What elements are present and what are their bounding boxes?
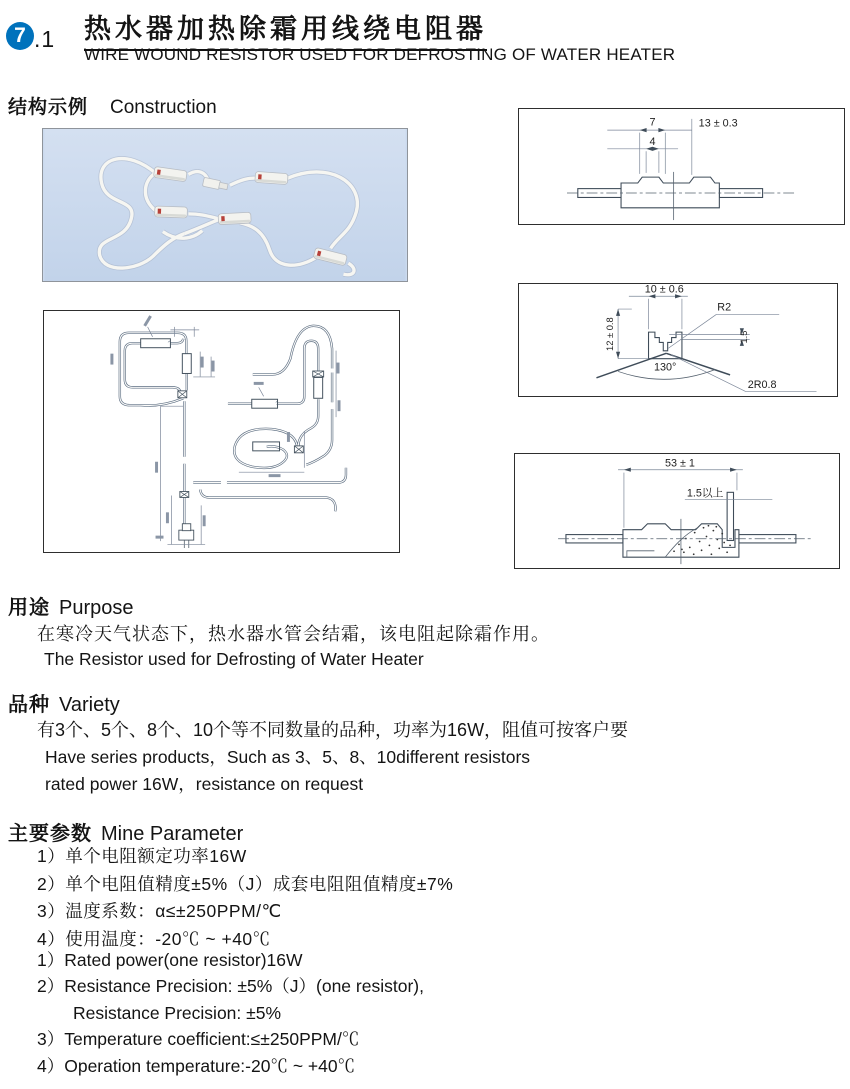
dimension-labels-3 — [665, 457, 724, 499]
pin-note: 1.5以上 — [686, 487, 724, 500]
variety-body-zh: 有3个、5个、8个、10个等不同数量的品种，功率为16W，阻值可按客户要 — [37, 720, 629, 740]
parameters-list-zh — [37, 843, 453, 953]
dim-width: 10 ± 0.6 — [644, 284, 684, 296]
construction-heading — [8, 92, 217, 119]
harness-resistors — [141, 339, 323, 451]
parameters-heading-zh: 主要参数 — [8, 823, 92, 845]
section-number: 7 — [14, 24, 26, 47]
dim-4: 4 — [649, 135, 656, 148]
dim-13: 13 ± 0.3 — [698, 117, 738, 130]
dim-groove: 1.5 — [738, 330, 749, 344]
page-title-en: WIRE WOUND RESISTOR USED FOR DEFROSTING OF WATER HEATER — [84, 45, 676, 64]
dimension-labels-1 — [649, 117, 737, 148]
purpose-body-zh: 在寒冷天气状态下，热水器水管会结霜，该电阻起除霜作用。 — [37, 624, 550, 644]
parameters-heading — [8, 817, 243, 846]
dim-2r08: 2R0.8 — [747, 379, 777, 392]
section-number-badge — [6, 22, 34, 50]
param-en-item: 2）Resistance Precision: ±5%（J）(one resistor), — [37, 976, 424, 997]
page-title-zh: 热水器加热除霜用线绕电阻器 — [84, 7, 487, 51]
product-photo — [42, 128, 408, 282]
param-en-item: 3）Temperature coefficient:≤±250PPM/℃ — [37, 1029, 360, 1050]
channel-profile — [649, 332, 682, 359]
harness-layout-svg — [44, 311, 399, 552]
dim-7: 7 — [649, 116, 656, 129]
dim-angle: 130° — [654, 361, 677, 374]
variety-heading-en: Variety — [59, 694, 120, 716]
dimension-drawing-2-svg — [519, 284, 837, 396]
resistor-side-profile — [578, 177, 763, 208]
construction-heading-zh: 结构示例 — [8, 97, 89, 118]
param-en-item: 1）Rated power(one resistor)16W — [37, 950, 303, 970]
dimension-drawing-side-view — [518, 108, 845, 225]
parameters-heading-en: Mine Parameter — [101, 823, 244, 845]
harness-layout-drawing — [43, 310, 400, 553]
product-photo-image — [43, 129, 407, 281]
dimension-drawing-cross-section — [518, 283, 838, 397]
variety-body-en1: Have series products，Such as 3、5、8、10different resistors — [45, 747, 531, 767]
dimension-drawing-assembly — [514, 453, 840, 569]
section-number-suffix: .1 — [34, 26, 56, 52]
dim-height: 12 ± 0.8 — [605, 317, 616, 351]
construction-heading-en: Construction — [110, 97, 217, 118]
param-zh-item: 2）单个电阻值精度±5%（J）成套电阻阻值精度±7% — [37, 873, 454, 894]
param-en-item: 4）Operation temperature:-20℃ ~ +40℃ — [37, 1055, 356, 1076]
variety-body-en2: rated power 16W，resistance on request — [45, 774, 364, 794]
purpose-heading-en: Purpose — [59, 597, 134, 619]
purpose-heading — [8, 591, 134, 620]
param-zh-item: 1）单个电阻额定功率16W — [37, 846, 247, 866]
dimension-drawing-3-svg — [515, 454, 839, 568]
param-zh-item: 3）温度系数：α≤±250PPM/℃ — [37, 901, 282, 922]
param-zh-item: 4）使用温度：-20℃ ~ +40℃ — [37, 928, 271, 949]
harness-wires — [120, 326, 346, 524]
dim-r2: R2 — [717, 301, 732, 314]
purpose-heading-zh: 用途 — [8, 597, 50, 619]
variety-heading-zh: 品种 — [8, 694, 50, 716]
parameters-list-en — [37, 947, 424, 1079]
dimension-drawing-1-svg — [519, 109, 844, 224]
param-en-item-continuation: Resistance Precision: ±5% — [73, 1002, 282, 1023]
purpose-body-en: The Resistor used for Defrosting of Water Heater — [44, 649, 424, 669]
variety-heading — [8, 688, 120, 717]
dim-53: 53 ± 1 — [664, 457, 695, 470]
